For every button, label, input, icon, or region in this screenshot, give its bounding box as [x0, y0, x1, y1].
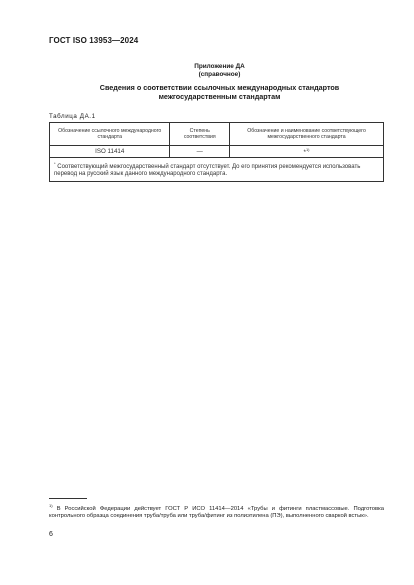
- footnote: [49, 502, 384, 521]
- standard-code-header: ГОСТ ISO 13953—2024: [49, 36, 139, 45]
- table-note: [50, 158, 384, 182]
- table-note-row: [50, 158, 384, 182]
- page-number: 6: [49, 531, 53, 538]
- section-heading-line-1: Сведения о соответствии ссылочных международных стандартов: [99, 83, 340, 92]
- footnote-text: В Российской Федерации действует ГОСТ Р ИСО 11414—2014 «Трубы и фитинги пластмассовые. Подготовка контрольного образца соединения труба/труба или труба/фитинг из полиэтилена (ПЭ), выполненного сваркой встык».: [49, 505, 384, 520]
- cell-interstate-standard: [230, 146, 384, 158]
- cell-interstate-value: *: [303, 149, 306, 157]
- section-heading: [0, 84, 414, 101]
- cell-ref-standard: ISO 11414: [50, 146, 170, 158]
- footnote-reference-mark: 1): [305, 147, 310, 152]
- table-caption: Таблица ДА.1: [49, 113, 96, 120]
- annex-status: (справочное): [198, 71, 241, 78]
- column-header-ref-standard: Обозначение ссылочного международного стандарта: [50, 123, 170, 146]
- footnote-marker: 1): [49, 503, 53, 508]
- column-header-interstate-standard: Обозначение и наименование соответствующего межгосударственного стандарта: [230, 123, 384, 146]
- annex-title-block: [0, 63, 414, 79]
- correspondence-table: [49, 122, 384, 182]
- table-note-text: Соответствующий межгосударственный стандарт отсутствует. До его принятия рекомендуется использовать перевод на русский язык данного международного стандарта.: [54, 164, 361, 178]
- table-row: [50, 146, 384, 158]
- table-header-row: [50, 123, 384, 146]
- cell-degree: —: [170, 146, 230, 158]
- table-note-marker: *: [54, 161, 56, 167]
- section-heading-line-2: межгосударственным стандартам: [158, 91, 281, 101]
- annex-title: Приложение ДА: [194, 63, 245, 70]
- column-header-degree: Степень соответствия: [170, 123, 230, 146]
- footnote-divider: [49, 498, 87, 499]
